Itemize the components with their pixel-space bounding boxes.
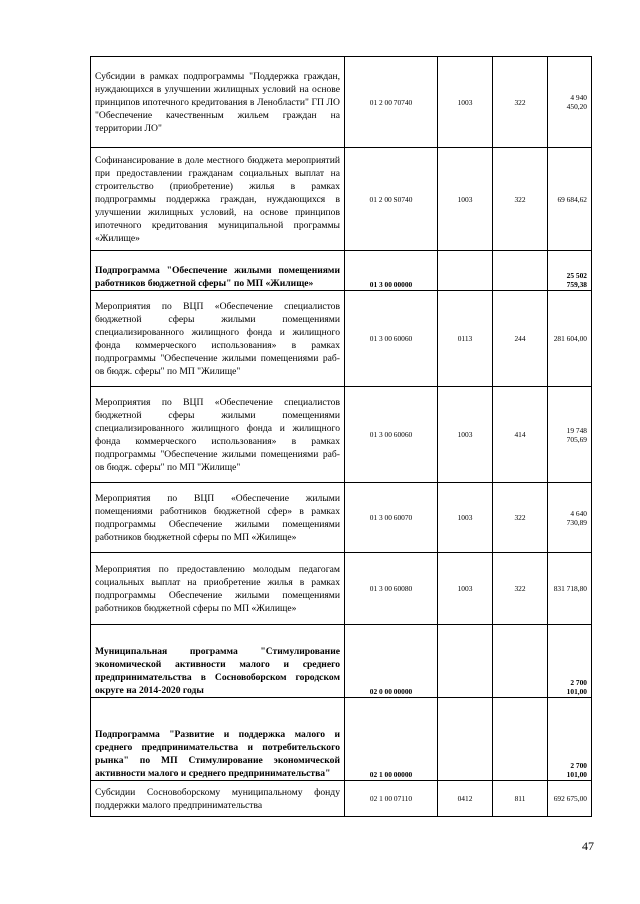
row-expense-type: 322	[493, 148, 548, 251]
row-amount: 19 748 705,69	[548, 387, 592, 483]
row-section-code: 1003	[438, 57, 493, 148]
row-section-code: 0113	[438, 291, 493, 387]
row-section-code: 1003	[438, 483, 493, 553]
table-row	[91, 483, 592, 553]
row-section-code: 1003	[438, 148, 493, 251]
row-expense-type: 414	[493, 387, 548, 483]
row-target-code: 01 3 00 60060	[345, 291, 438, 387]
row-description: Субсидии в рамках подпрограммы "Поддержка граждан, нуждающихся в улучшении жилищных условий на основе принципов ипотечного кредитования в Ленобласти" ГП ЛО "Обеспечение качественным жильем граждан на территории ЛО"	[91, 57, 345, 148]
page-number: 47	[582, 839, 594, 853]
row-description: Подпрограмма "Развитие и поддержка малого и среднего предпринимательства и потребительского рынка" по МП Стимулирование экономической активности малого и среднего предпринимательства"	[91, 698, 345, 781]
row-target-code: 01 2 00 70740	[345, 57, 438, 148]
table-row-subtotal	[91, 251, 592, 291]
row-section-code: 0412	[438, 781, 493, 817]
row-target-code: 01 3 00 60070	[345, 483, 438, 553]
row-description: Софинансирование в доле местного бюджета мероприятий при предоставлении гражданам социальных выплат на строительство (приобретение) жилья в рамках подпрограммы поддержка граждан, нуждающихся в улучшении жилищных условий, на основе принципов ипотечного кредитования муниципальной программы «Жилище»	[91, 148, 345, 251]
row-description: Мероприятия по предоставлению молодым педагогам социальных выплат на приобретение жилья в рамках подпрограммы Обеспечение жилыми помещениями работников бюджетной сферы по МП «Жилище»	[91, 553, 345, 625]
row-description: Подпрограмма "Обеспечение жилыми помещениями работников бюджетной сферы" по МП «Жилище»	[91, 251, 345, 291]
row-amount: 692 675,00	[548, 781, 592, 817]
table-row	[91, 781, 592, 817]
table-row	[91, 148, 592, 251]
row-expense-type: 322	[493, 553, 548, 625]
row-section-code	[438, 251, 493, 291]
row-section-code: 1003	[438, 553, 493, 625]
row-expense-type: 244	[493, 291, 548, 387]
row-description: Муниципальная программа "Стимулирование экономической активности малого и среднего предпринимательства в Сосновоборском городском округе на 2014-2020 годы	[91, 625, 345, 698]
row-amount: 69 684,62	[548, 148, 592, 251]
table-row	[91, 291, 592, 387]
row-target-code: 01 3 00 60060	[345, 387, 438, 483]
row-target-code: 02 0 00 00000	[345, 625, 438, 698]
row-description: Мероприятия по ВЦП «Обеспечение жилыми помещениями работников бюджетной сфер» в рамках подпрограммы Обеспечение жилыми помещениями работников бюджетной сферы по МП «Жилище»	[91, 483, 345, 553]
row-amount: 4 940 450,20	[548, 57, 592, 148]
row-section-code	[438, 698, 493, 781]
row-amount: 4 640 730,89	[548, 483, 592, 553]
row-expense-type	[493, 625, 548, 698]
row-section-code: 1003	[438, 387, 493, 483]
row-target-code: 01 2 00 S0740	[345, 148, 438, 251]
row-expense-type: 811	[493, 781, 548, 817]
row-expense-type	[493, 251, 548, 291]
row-description: Мероприятия по ВЦП «Обеспечение специалистов бюджетной сферы жилыми помещениями специализированного жилищного фонда и жилищного фонда коммерческого использования» в рамках подпрограммы "Обеспечение жилыми помещениями раб-ов бюдж. сферы" по МП "Жилище"	[91, 387, 345, 483]
row-description: Субсидии Сосновоборскому муниципальному фонду поддержки малого предпринимательства	[91, 781, 345, 817]
table-row-subtotal	[91, 698, 592, 781]
row-amount: 2 700 101,00	[548, 625, 592, 698]
row-expense-type: 322	[493, 57, 548, 148]
budget-table	[90, 56, 592, 817]
table-row	[91, 57, 592, 148]
row-section-code	[438, 625, 493, 698]
row-target-code: 02 1 00 00000	[345, 698, 438, 781]
table-row	[91, 553, 592, 625]
row-amount: 831 718,80	[548, 553, 592, 625]
row-amount: 2 700 101,00	[548, 698, 592, 781]
table-row	[91, 387, 592, 483]
table-row-subtotal	[91, 625, 592, 698]
row-description: Мероприятия по ВЦП «Обеспечение специалистов бюджетной сферы жилыми помещениями специализированного жилищного фонда и жилищного фонда коммерческого использования» в рамках подпрограммы "Обеспечение жилыми помещениями раб-ов бюдж. сферы" по МП "Жилище"	[91, 291, 345, 387]
row-expense-type	[493, 698, 548, 781]
row-amount: 25 502 759,38	[548, 251, 592, 291]
row-target-code: 01 3 00 60080	[345, 553, 438, 625]
row-expense-type: 322	[493, 483, 548, 553]
row-amount: 281 604,00	[548, 291, 592, 387]
row-target-code: 01 3 00 00000	[345, 251, 438, 291]
row-target-code: 02 1 00 07110	[345, 781, 438, 817]
